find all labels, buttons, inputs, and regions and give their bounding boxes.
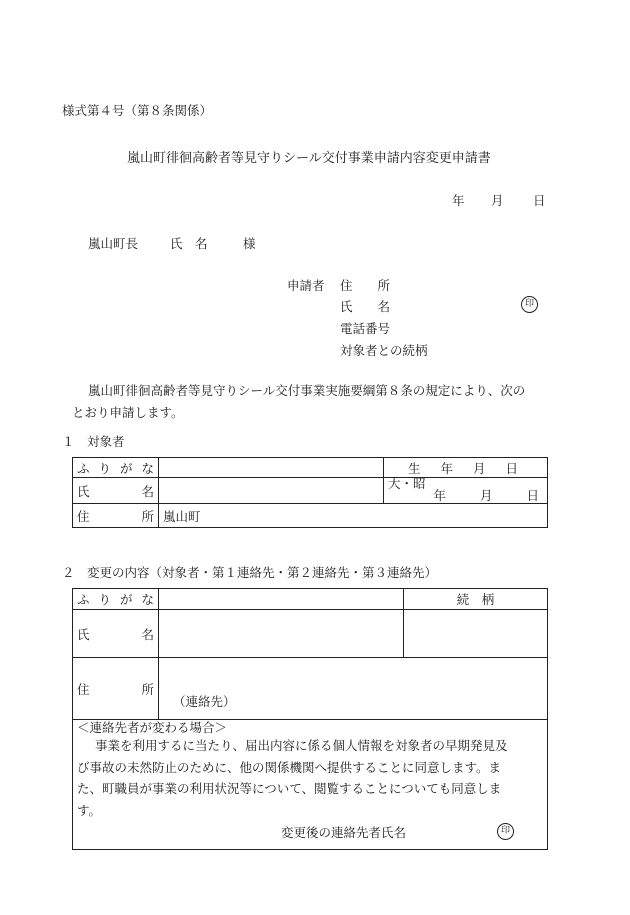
change-furigana-value-cell[interactable] — [159, 589, 404, 610]
birth-label: 生 — [408, 460, 421, 476]
applicant-label: 申請者 — [287, 278, 325, 293]
contact-label: （連絡先） — [173, 694, 236, 709]
name-label-cell — [73, 478, 159, 504]
signer-seal-icon: 印 — [497, 823, 514, 840]
era-options: 大・昭 — [388, 476, 426, 491]
date-day: 日 — [533, 193, 546, 208]
notice-line-3: た、町職員が事業の利用状況等について、閲覧することについても同意しま — [77, 781, 502, 796]
furigana-label-cell — [73, 458, 159, 478]
address-label-cell — [73, 504, 159, 528]
applicant-seal-icon: 印 — [521, 296, 538, 313]
birthdate-day: 日 — [526, 488, 539, 503]
notice-line-2: び事故の未然防止のために、他の関係機関へ提供することに同意します。ま — [77, 759, 502, 775]
change-address-value-cell[interactable] — [159, 658, 548, 720]
document-title: 嵐山町徘徊高齢者等見守りシール交付事業申請内容変更申請書 — [127, 151, 491, 166]
notice-line-4: す。 — [77, 802, 102, 818]
address-label: 住 所 — [77, 508, 154, 524]
applicant-name-label: 氏 名 — [340, 299, 391, 314]
change-details-table — [72, 588, 548, 850]
birth-header-cell — [384, 458, 548, 478]
relation-value-cell[interactable] — [404, 610, 548, 658]
birthdate-month: 月 — [479, 488, 493, 503]
name-label: 氏 名 — [77, 483, 154, 499]
body-text-line1: 嵐山町徘徊高齢者等見守りシール交付事業実施要綱第８条の規定により、次の — [88, 383, 526, 398]
date-year: 年 — [452, 193, 465, 208]
birth-year-label: 年 — [440, 460, 454, 476]
signer-label: 変更後の連絡先者氏名 — [281, 825, 407, 840]
address-value[interactable]: 嵐山町 — [159, 504, 548, 528]
change-furigana-label: ふ り が な — [77, 592, 154, 607]
notice-title: ＜連絡先者が変わる場合＞ — [77, 720, 228, 735]
section1-heading: １ 対象者 — [62, 434, 125, 449]
change-name-label: 氏 名 — [77, 626, 154, 642]
section2-heading: ２ 変更の内容（対象者・第１連絡先・第２連絡先・第３連絡先） — [62, 565, 438, 580]
addressee-honorific: 様 — [243, 236, 256, 251]
applicant-address-label: 住 所 — [340, 278, 391, 293]
birth-month-label: 月 — [473, 460, 486, 476]
consent-notice-cell — [73, 720, 548, 850]
furigana-value-cell[interactable] — [159, 458, 384, 478]
change-furigana-label-cell — [73, 589, 159, 610]
birthdate-cell[interactable] — [384, 478, 548, 504]
applicant-relation-label: 対象者との続柄 — [340, 343, 428, 358]
addressee-name-label: 氏 名 — [170, 236, 208, 251]
applicant-phone-label: 電話番号 — [340, 321, 391, 336]
birth-day-label: 日 — [505, 460, 519, 476]
change-address-label: 住 所 — [77, 681, 154, 697]
name-value-cell[interactable] — [159, 478, 384, 504]
change-name-label-cell — [73, 610, 159, 658]
birthdate-year: 年 — [433, 488, 446, 503]
target-person-table — [72, 457, 548, 528]
date-month: 月 — [491, 193, 504, 208]
furigana-label: ふ り が な — [77, 460, 154, 476]
notice-line-1: 事業を利用するに当たり、届出内容に係る個人情報を対象者の早期発見及 — [95, 738, 508, 753]
form-number: 様式第４号（第８条関係） — [62, 103, 213, 118]
addressee-mayor: 嵐山町長 — [88, 236, 139, 251]
change-address-label-cell — [73, 658, 159, 720]
change-name-value-cell[interactable] — [159, 610, 404, 658]
body-text-line2: とおり申請します。 — [72, 405, 184, 420]
relation-header: 続 柄 — [404, 589, 548, 610]
birthdate-fields — [388, 490, 543, 502]
